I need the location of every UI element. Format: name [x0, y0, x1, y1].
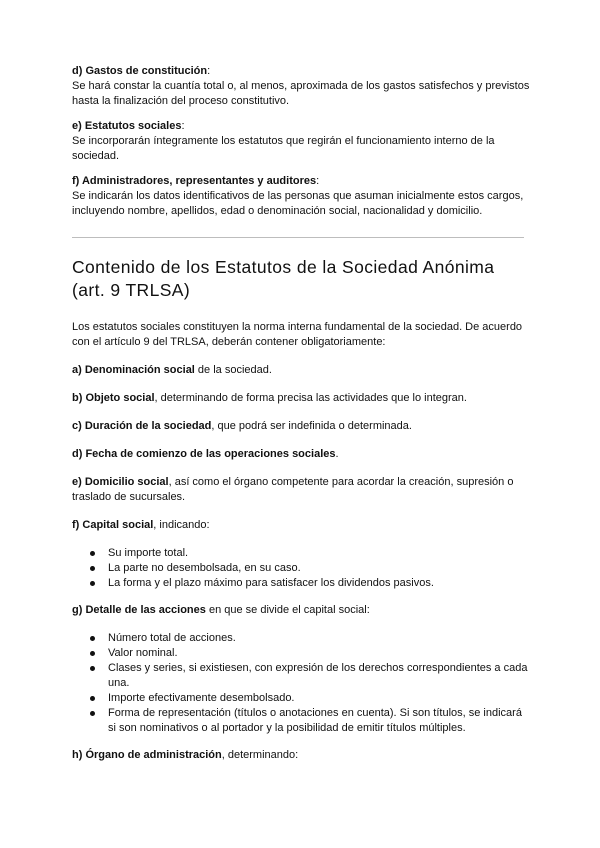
- list-item: Número total de acciones.: [90, 631, 530, 646]
- list-item: Valor nominal.: [90, 646, 530, 661]
- section-text: Se indicarán los datos identificativos de las personas que asuman inicialmente estos cargos, incluyendo nombre, apellidos, edad o denominación social, nacionalidad y domicilio.: [72, 190, 524, 217]
- document-page: [72, 64, 530, 776]
- item-duracion: c) Duración de la sociedad, que podrá ser indefinida o determinada.: [72, 420, 412, 432]
- list-item: Importe efectivamente desembolsado.: [90, 691, 530, 706]
- list-item: La forma y el plazo máximo para satisfacer los dividendos pasivos.: [90, 576, 530, 591]
- bullet-icon: [90, 651, 95, 656]
- section-administradores: [72, 174, 530, 219]
- list-item: Clases y series, si existiesen, con expresión de los derechos correspondientes a cada una.: [90, 661, 530, 691]
- acciones-list: [72, 631, 530, 736]
- item-fecha: d) Fecha de comienzo de las operaciones sociales.: [72, 448, 339, 460]
- list-item: Su importe total.: [90, 546, 530, 561]
- bullet-icon: [90, 566, 95, 571]
- section-heading: f) Administradores, representantes y auditores:: [72, 175, 320, 187]
- section-heading: e) Estatutos sociales:: [72, 120, 185, 132]
- main-heading: Contenido de los Estatutos de la Sociedad Anónima (art. 9 TRLSA): [72, 257, 495, 300]
- item-domicilio: e) Domicilio social, así como el órgano competente para acordar la creación, supresión o traslado de sucursales.: [72, 476, 514, 503]
- item-denominacion: a) Denominación social de la sociedad.: [72, 364, 272, 376]
- intro-paragraph: Los estatutos sociales constituyen la norma interna fundamental de la sociedad. De acuerdo con el artículo 9 del TRLSA, deberán contener obligatoriamente:: [72, 321, 523, 348]
- item-capital: f) Capital social, indicando:: [72, 519, 210, 531]
- section-text: Se hará constar la cuantía total o, al menos, aproximada de los gastos satisfechos y previstos hasta la finalización del proceso constitutivo.: [72, 80, 530, 107]
- bullet-icon: [90, 666, 95, 671]
- section-text: Se incorporarán íntegramente los estatutos que regirán el funcionamiento interno de la sociedad.: [72, 135, 495, 162]
- bullet-icon: [90, 581, 95, 586]
- bullet-icon: [90, 636, 95, 641]
- item-organo: h) Órgano de administración, determinando:: [72, 749, 299, 761]
- bullet-icon: [90, 711, 95, 716]
- section-estatutos: [72, 119, 530, 164]
- horizontal-divider: [72, 237, 524, 238]
- list-item: Forma de representación (títulos o anotaciones en cuenta). Si son títulos, se indicará si son nominativos o al portador y la posibilidad de emitir títulos múltiples.: [90, 706, 530, 736]
- item-objeto: b) Objeto social, determinando de forma precisa las actividades que lo integran.: [72, 392, 467, 404]
- section-gastos: [72, 64, 530, 109]
- list-item: La parte no desembolsada, en su caso.: [90, 561, 530, 576]
- section-heading: d) Gastos de constitución:: [72, 65, 211, 77]
- bullet-icon: [90, 696, 95, 701]
- capital-list: [72, 546, 530, 591]
- bullet-icon: [90, 551, 95, 556]
- item-acciones: g) Detalle de las acciones en que se divide el capital social:: [72, 604, 370, 616]
